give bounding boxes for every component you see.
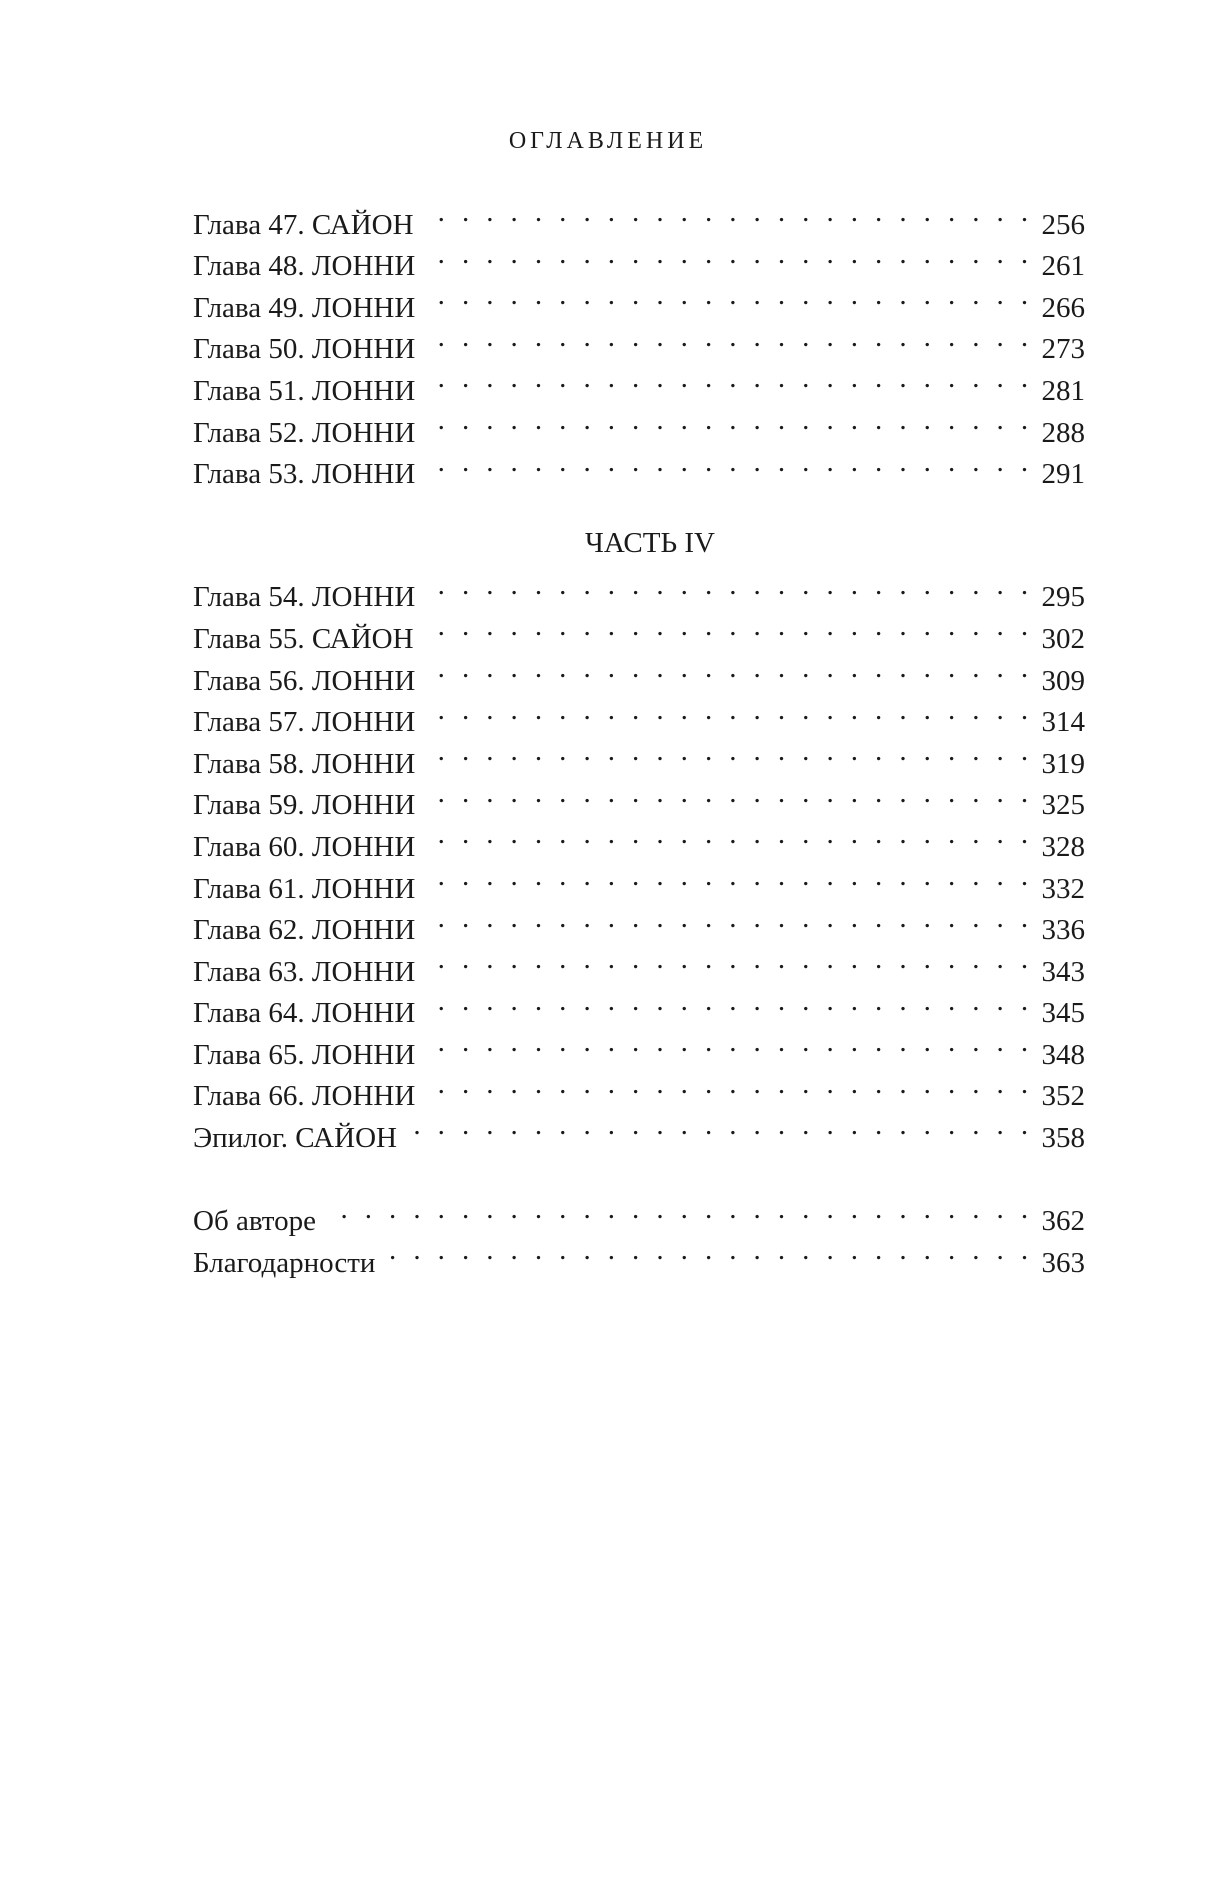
- toc-entry-title: Глава 48. ЛОННИ: [193, 250, 416, 283]
- dot-leader: [389, 1230, 1033, 1272]
- toc-entry-page: 319: [1041, 747, 1085, 780]
- running-head: ОГЛАВЛЕНИЕ: [508, 128, 708, 154]
- toc-entry-page: 291: [1041, 458, 1085, 491]
- dot-leader: [429, 442, 1033, 484]
- toc-entry-title: Глава 55. САЙОН: [193, 622, 414, 655]
- toc-entry-page: 343: [1041, 955, 1085, 988]
- toc-entry-page: 345: [1041, 997, 1085, 1030]
- dot-leader: [429, 981, 1033, 1023]
- toc-entry-page: 325: [1041, 789, 1085, 822]
- toc-entry-title: Глава 52. ЛОННИ: [193, 416, 416, 449]
- dot-leader: [429, 565, 1033, 607]
- dot-leader: [429, 690, 1033, 732]
- toc-section-chapters: [193, 192, 1085, 491]
- toc-entry-title: Глава 65. ЛОННИ: [193, 1038, 416, 1071]
- toc-section-backmatter: [193, 1189, 1085, 1279]
- toc-entry-title: Глава 50. ЛОННИ: [193, 333, 416, 366]
- toc-entry-page: 352: [1041, 1080, 1085, 1113]
- dot-leader: [429, 234, 1033, 276]
- toc-entry-title: Благодарности: [193, 1246, 376, 1279]
- dot-leader: [429, 358, 1033, 400]
- toc-entry: [193, 192, 1085, 241]
- toc-entry-title: Глава 49. ЛОННИ: [193, 291, 416, 324]
- dot-leader: [428, 606, 1033, 648]
- toc-entry-title: Глава 56. ЛОННИ: [193, 664, 416, 697]
- dot-leader: [429, 648, 1033, 690]
- toc-entry-page: 332: [1041, 872, 1085, 905]
- table-of-contents: [193, 192, 1085, 1279]
- dot-leader: [429, 856, 1033, 898]
- dot-leader: [429, 773, 1033, 815]
- toc-entry-page: 328: [1041, 830, 1085, 863]
- toc-entry-page: 266: [1041, 291, 1085, 324]
- toc-entry: [193, 1189, 1085, 1238]
- dot-leader: [429, 1064, 1033, 1106]
- toc-entry-page: 256: [1041, 208, 1085, 241]
- toc-entry-title: Глава 63. ЛОННИ: [193, 955, 416, 988]
- toc-entry-title: Глава 61. ЛОННИ: [193, 872, 416, 905]
- part-heading: ЧАСТЬ IV: [585, 527, 715, 560]
- dot-leader: [429, 1022, 1033, 1064]
- toc-entry: [193, 1230, 1085, 1279]
- toc-entry-title: Глава 59. ЛОННИ: [193, 789, 416, 822]
- toc-entry-page: 358: [1041, 1122, 1085, 1155]
- toc-entry: [193, 565, 1085, 614]
- toc-entry-page: 281: [1041, 374, 1085, 407]
- dot-leader: [428, 192, 1033, 234]
- toc-entry-title: Глава 51. ЛОННИ: [193, 374, 416, 407]
- toc-entry-page: 288: [1041, 416, 1085, 449]
- toc-entry-page: 309: [1041, 664, 1085, 697]
- toc-entry-title: Глава 62. ЛОННИ: [193, 914, 416, 947]
- dot-leader: [411, 1105, 1033, 1147]
- toc-entry-page: 362: [1041, 1205, 1085, 1238]
- dot-leader: [429, 814, 1033, 856]
- dot-leader: [429, 400, 1033, 442]
- dot-leader: [429, 275, 1033, 317]
- toc-entry-page: 273: [1041, 333, 1085, 366]
- toc-entry-page: 302: [1041, 622, 1085, 655]
- toc-entry-title: Глава 53. ЛОННИ: [193, 458, 416, 491]
- toc-entry-page: 336: [1041, 914, 1085, 947]
- toc-entry-page: 314: [1041, 706, 1085, 739]
- toc-entry-title: Глава 58. ЛОННИ: [193, 747, 416, 780]
- toc-entry-title: Эпилог. САЙОН: [193, 1122, 397, 1155]
- toc-entry-page: 261: [1041, 250, 1085, 283]
- toc-entry-title: Глава 57. ЛОННИ: [193, 706, 416, 739]
- toc-entry-title: Глава 66. ЛОННИ: [193, 1080, 416, 1113]
- toc-entry-title: Глава 47. САЙОН: [193, 208, 414, 241]
- dot-leader: [429, 317, 1033, 359]
- dot-leader: [429, 731, 1033, 773]
- toc-entry-title: Глава 54. ЛОННИ: [193, 581, 416, 614]
- toc-entry-title: Глава 64. ЛОННИ: [193, 997, 416, 1030]
- dot-leader: [429, 898, 1033, 940]
- toc-entry-page: 295: [1041, 581, 1085, 614]
- toc-entry-page: 363: [1041, 1246, 1085, 1279]
- toc-entry-page: 348: [1041, 1038, 1085, 1071]
- toc-entry-title: Об авторе: [193, 1205, 316, 1238]
- toc-entry-title: Глава 60. ЛОННИ: [193, 830, 416, 863]
- dot-leader: [429, 939, 1033, 981]
- dot-leader: [330, 1189, 1033, 1231]
- toc-section-part-4: [193, 523, 1085, 1155]
